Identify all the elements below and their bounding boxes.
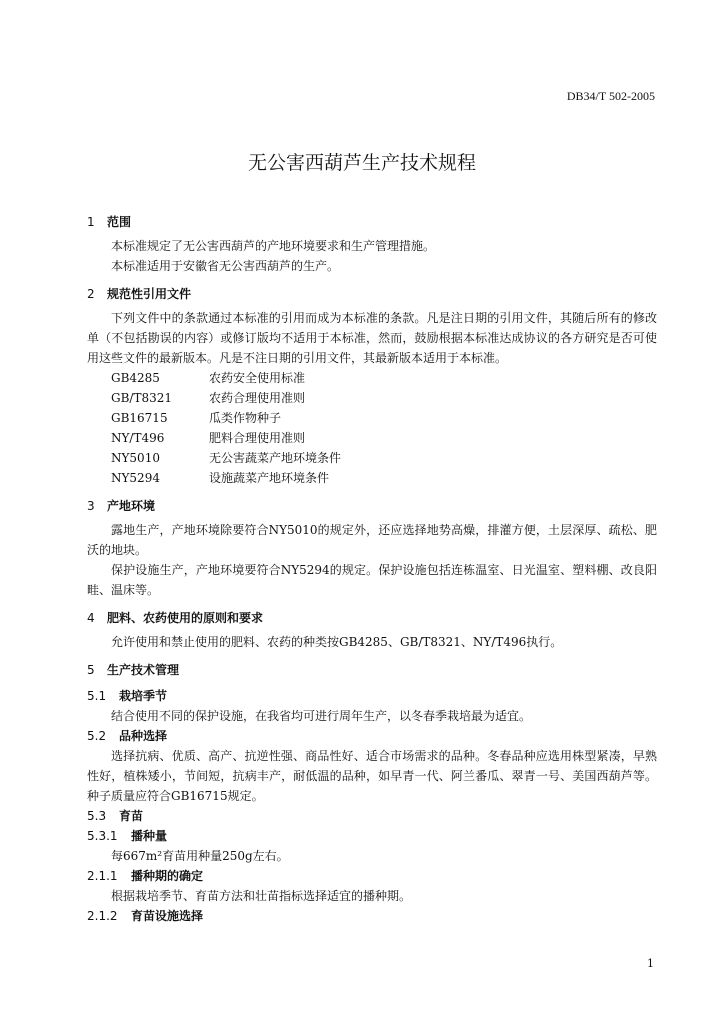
reference-code: GB4285 <box>111 371 160 385</box>
subsection-title: 育苗设施选择 <box>131 909 204 923</box>
section-heading <box>87 608 657 628</box>
subsection-title: 品种选择 <box>119 729 168 743</box>
reference-name: 无公害蔬菜产地环境条件 <box>209 451 342 465</box>
subsection-number: 2.1.2 <box>87 909 118 923</box>
paragraph: 根据栽培季节、育苗方法和壮苗指标选择适宜的播种期。 <box>111 889 412 903</box>
subsection-heading <box>87 726 657 746</box>
subsection-title: 育苗 <box>119 809 144 823</box>
reference-name: 农药安全使用标准 <box>209 371 306 385</box>
subsection-number: 5.3 <box>87 809 107 823</box>
section-heading <box>87 284 657 304</box>
subsection-heading <box>87 866 657 886</box>
section-heading <box>87 496 657 516</box>
subsection-heading <box>87 686 657 706</box>
reference-item <box>111 448 657 468</box>
paragraph: 结合使用不同的保护设施，在我省均可进行周年生产，以冬春季栽培最为适宜。 <box>111 709 532 723</box>
paragraph: 下列文件中的条款通过本标准的引用而成为本标准的条款。凡是注日期的引用文件，其随后所有的修改单（不包括勘误的内容）或修订版均不适用于本标准，然而，鼓励根据本标准达成协议的各方研究是否可使用这些文件的最新版本。凡是不注日期的引用文件，其最新版本适用于本标准。 <box>87 311 657 365</box>
section-number: 1 <box>87 215 95 229</box>
section-heading <box>87 212 657 232</box>
paragraph: 本标准适用于安徽省无公害西葫芦的生产。 <box>111 259 340 273</box>
reference-name: 设施蔬菜产地环境条件 <box>209 471 330 485</box>
reference-code: GB/T8321 <box>111 391 172 405</box>
paragraph: 露地生产，产地环境除要符合NY5010的规定外，还应选择地势高燥，排灌方便，土层深厚、疏松、肥沃的地块。 <box>87 523 657 557</box>
document-body <box>87 208 657 926</box>
reference-code: NY5294 <box>111 471 160 485</box>
reference-item <box>111 428 657 448</box>
paragraph: 允许使用和禁止使用的肥料、农药的种类按GB4285、GB/T8321、NY/T496执行。 <box>111 635 563 649</box>
section-heading <box>87 660 657 680</box>
reference-name: 农药合理使用准则 <box>209 391 306 405</box>
section-title: 生产技术管理 <box>107 663 180 677</box>
section-number: 4 <box>87 611 95 625</box>
subsection-number: 5.1 <box>87 689 107 703</box>
reference-code: NY5010 <box>111 451 160 465</box>
subsection-number: 5.3.1 <box>87 829 118 843</box>
subsection-number: 2.1.1 <box>87 869 118 883</box>
subsection-number: 5.2 <box>87 729 107 743</box>
subsection-title: 栽培季节 <box>119 689 168 703</box>
paragraph: 本标准规定了无公害西葫芦的产地环境要求和生产管理措施。 <box>111 239 436 253</box>
paragraph: 每667m²育苗用种量250g左右。 <box>111 849 289 863</box>
reference-list <box>111 368 657 488</box>
reference-code: GB16715 <box>111 411 168 425</box>
section-title: 肥料、农药使用的原则和要求 <box>107 611 264 625</box>
section-number: 2 <box>87 287 95 301</box>
section-title: 规范性引用文件 <box>107 287 192 301</box>
reference-name: 肥料合理使用准则 <box>209 431 306 445</box>
section-title: 范围 <box>107 215 132 229</box>
subsection-heading <box>87 906 657 926</box>
subsection-heading <box>87 806 657 826</box>
standard-code: DB34/T 502-2005 <box>566 89 655 103</box>
section-number: 5 <box>87 663 95 677</box>
section-number: 3 <box>87 499 95 513</box>
subsection-title: 播种量 <box>131 829 168 843</box>
reference-name: 瓜类作物种子 <box>209 411 282 425</box>
subsection-heading <box>87 826 657 846</box>
paragraph: 选择抗病、优质、高产、抗逆性强、商品性好、适合市场需求的品种。冬春品种应选用株型紧凑，早熟性好，植株矮小，节间短，抗病丰产，耐低温的品种，如早青一代、阿兰番瓜、翠青一号、美国西葫芦等。种子质量应符合GB16715规定。 <box>87 749 657 803</box>
reference-item <box>111 388 657 408</box>
subsection-title: 播种期的确定 <box>131 869 204 883</box>
reference-item <box>111 408 657 428</box>
document-title: 无公害西葫芦生产技术规程 <box>247 152 476 174</box>
paragraph: 保护设施生产，产地环境要符合NY5294的规定。保护设施包括连栋温室、日光温室、塑料棚、改良阳畦、温床等。 <box>87 563 657 597</box>
section-title: 产地环境 <box>107 499 156 513</box>
page-number: 1 <box>647 957 654 970</box>
reference-item <box>111 368 657 388</box>
reference-code: NY/T496 <box>111 431 165 445</box>
reference-item <box>111 468 657 488</box>
